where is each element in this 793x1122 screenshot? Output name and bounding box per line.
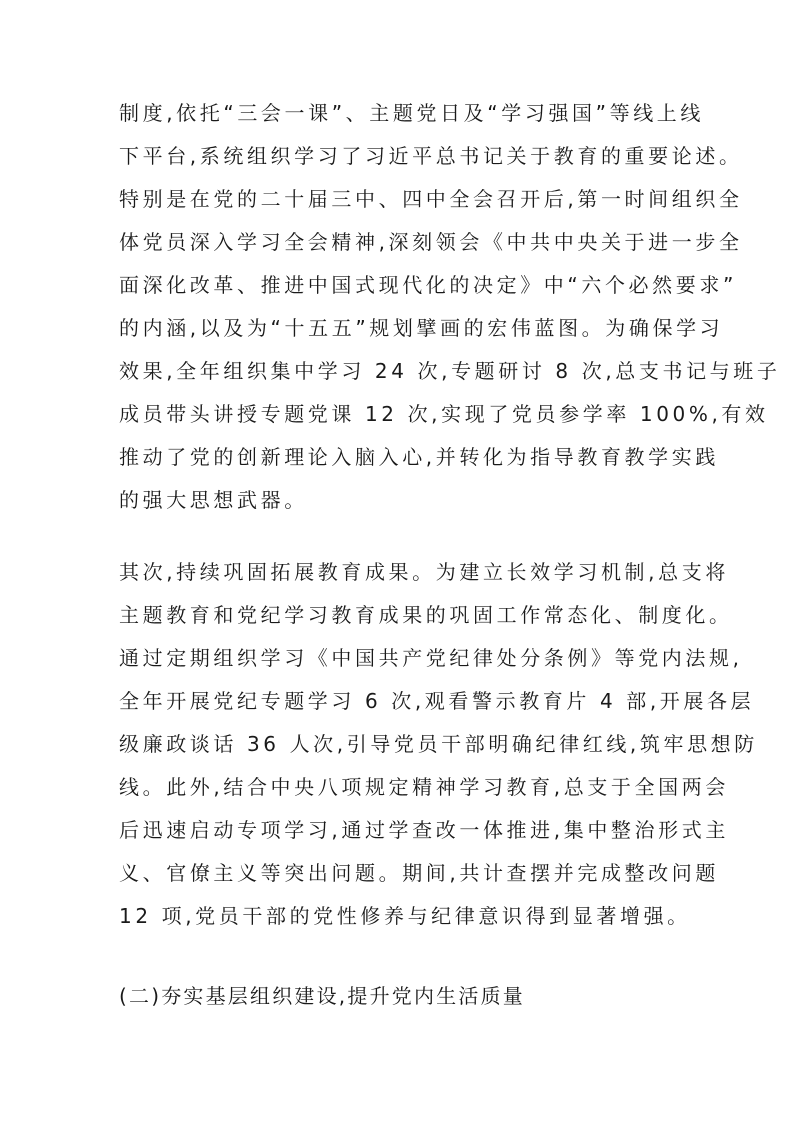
text-line: 后迅速启动专项学习,通过学查改一体推进,集中整治形式主 [119,818,729,842]
text-line: 成员带头讲授专题党课 12 次,实现了党员参学率 100%,有效 [119,402,769,426]
text-line: 主题教育和党纪学习教育成果的巩固工作常态化、制度化。 [119,603,733,627]
text-line: 其次,持续巩固拓展教育成果。为建立长效学习机制,总支将 [119,560,729,584]
text-line: 特别是在党的二十届三中、四中全会召开后,第一时间组织全 [119,187,743,211]
text-line: 12 项,党员干部的党性修养与纪律意识得到显著增强。 [119,904,691,928]
text-line: 通过定期组织学习《中国共产党纪律处分条例》等党内法规, [119,646,743,670]
text-line: 线。此外,结合中央八项规定精神学习教育,总支于全国两会 [119,775,729,799]
text-line: 义、官僚主义等突出问题。期间,共计查摆并完成整改问题 [119,861,719,885]
text-line: 制度,依托“三会一课”、主题党日及“学习强国”等线上线 [119,101,705,125]
text-line: 级廉政谈话 36 人次,引导党员干部明确纪律红线,筑牢思想防 [119,732,758,756]
text-line: 的强大思想武器。 [119,488,308,512]
text-line: 推动了党的创新理论入脑入心,并转化为指导教育教学实践 [119,445,719,469]
text-line: 体党员深入学习全会精神,深刻领会《中共中央关于进一步全 [119,230,743,254]
text-line: 的内涵,以及为“十五五”规划擘画的宏伟蓝图。为确保学习 [119,316,724,340]
text-line: 下平台,系统组织学习了习近平总书记关于教育的重要论述。 [119,144,743,168]
section-heading: (二)夯实基层组织建设,提升党内生活质量 [119,984,525,1008]
text-line: 面深化改革、推进中国式现代化的决定》中“六个必然要求” [119,273,737,297]
text-line: 效果,全年组织集中学习 24 次,专题研讨 8 次,总支书记与班子 [119,359,781,383]
text-line: 全年开展党纪专题学习 6 次,观看警示教育片 4 部,开展各层 [119,689,755,713]
